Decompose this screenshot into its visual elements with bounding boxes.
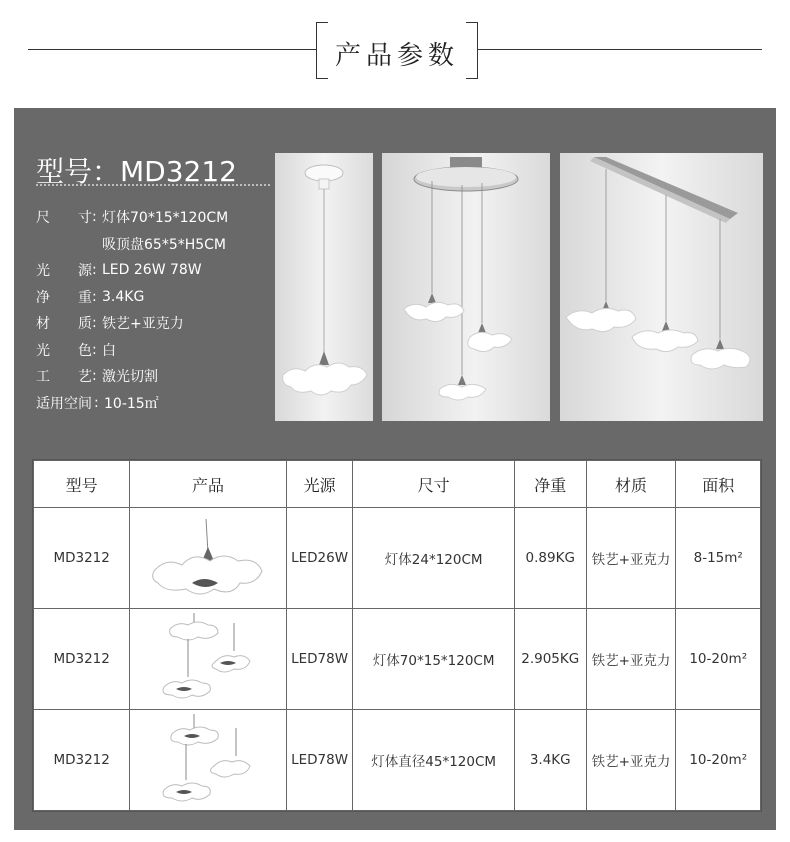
header-weight: 净重 <box>514 461 586 508</box>
cell-light: LED78W <box>286 609 353 710</box>
spec-row-material: 材 质 : 铁艺+亚克力 <box>36 315 184 333</box>
cell-size: 灯体70*15*120CM <box>353 609 514 710</box>
photo-single-pendant <box>275 153 373 421</box>
header-size: 尺寸 <box>353 461 514 508</box>
spec-value-material: 铁艺+亚克力 <box>102 316 184 333</box>
header-light: 光源 <box>286 461 353 508</box>
cell-product <box>130 508 286 609</box>
cell-light: LED26W <box>286 508 353 609</box>
spec-value-craft: 激光切割 <box>102 369 158 386</box>
cell-product <box>130 710 286 811</box>
single-pendant-icon <box>148 513 268 603</box>
header-model: 型号 <box>34 461 130 508</box>
triple-pendant-icon <box>158 714 258 806</box>
header-rule-left <box>28 49 316 50</box>
header-frame <box>316 22 478 79</box>
cell-light: LED78W <box>286 710 353 811</box>
spec-row-space: 适用空间 : 10-15㎡ <box>36 394 159 412</box>
model-title: 型号：MD3212 <box>36 155 237 188</box>
table-row <box>34 508 761 609</box>
header-area: 面积 <box>676 461 761 508</box>
spec-row-size: 尺 寸 : 灯体70*15*120CM <box>36 209 229 227</box>
model-title-underline <box>36 184 270 186</box>
header-material: 材质 <box>586 461 676 508</box>
spec-value-light-source: LED 26W 78W <box>102 262 202 279</box>
spec-table <box>33 460 761 811</box>
comparison-table <box>32 459 762 812</box>
spec-row-weight: 净 重 : 3.4KG <box>36 288 145 306</box>
cell-model: MD3212 <box>34 508 130 609</box>
spec-value-size: 灯体70*15*120CM <box>102 210 229 227</box>
cell-weight: 2.905KG <box>514 609 586 710</box>
cell-size: 灯体直径45*120CM <box>353 710 514 811</box>
cell-model: MD3212 <box>34 710 130 811</box>
photo-linear-triple-pendant <box>560 153 763 421</box>
three-pendant-round-canopy-photo-icon <box>382 153 550 421</box>
cell-weight: 3.4KG <box>514 710 586 811</box>
cell-material: 铁艺+亚克力 <box>586 508 676 609</box>
spec-value-weight: 3.4KG <box>102 288 145 305</box>
page-title: 产品参数 <box>334 41 459 71</box>
table-row <box>34 710 761 811</box>
spec-row-canopy <box>36 231 276 258</box>
cell-product <box>130 609 286 710</box>
three-pendant-linear-canopy-photo-icon <box>560 153 763 421</box>
spec-value-color: 白 <box>102 342 116 359</box>
spec-value-canopy: 吸顶盘65*5*H5CM <box>102 236 227 253</box>
spec-value-space: 10-15㎡ <box>104 395 159 412</box>
spec-row-color: 光 色 : 白 <box>36 341 116 359</box>
cell-area: 8-15m² <box>676 508 761 609</box>
spec-row-craft: 工 艺 : 激光切割 <box>36 368 158 386</box>
header-rule-right <box>478 49 762 50</box>
cell-material: 铁艺+亚克力 <box>586 609 676 710</box>
cell-model: MD3212 <box>34 609 130 710</box>
cell-area: 10-20m² <box>676 710 761 811</box>
header-product: 产品 <box>130 461 286 508</box>
cell-material: 铁艺+亚克力 <box>586 710 676 811</box>
cell-size: 灯体24*120CM <box>353 508 514 609</box>
photo-round-triple-pendant <box>382 153 550 421</box>
cell-area: 10-20m² <box>676 609 761 710</box>
table-header-row <box>34 461 761 508</box>
single-pendant-photo-icon <box>275 153 373 421</box>
spec-list <box>36 204 276 416</box>
table-row <box>34 609 761 710</box>
spec-panel <box>14 108 776 830</box>
spec-row-light-source: 光 源 : LED 26W 78W <box>36 262 202 280</box>
triple-pendant-icon <box>158 613 258 705</box>
cell-weight: 0.89KG <box>514 508 586 609</box>
